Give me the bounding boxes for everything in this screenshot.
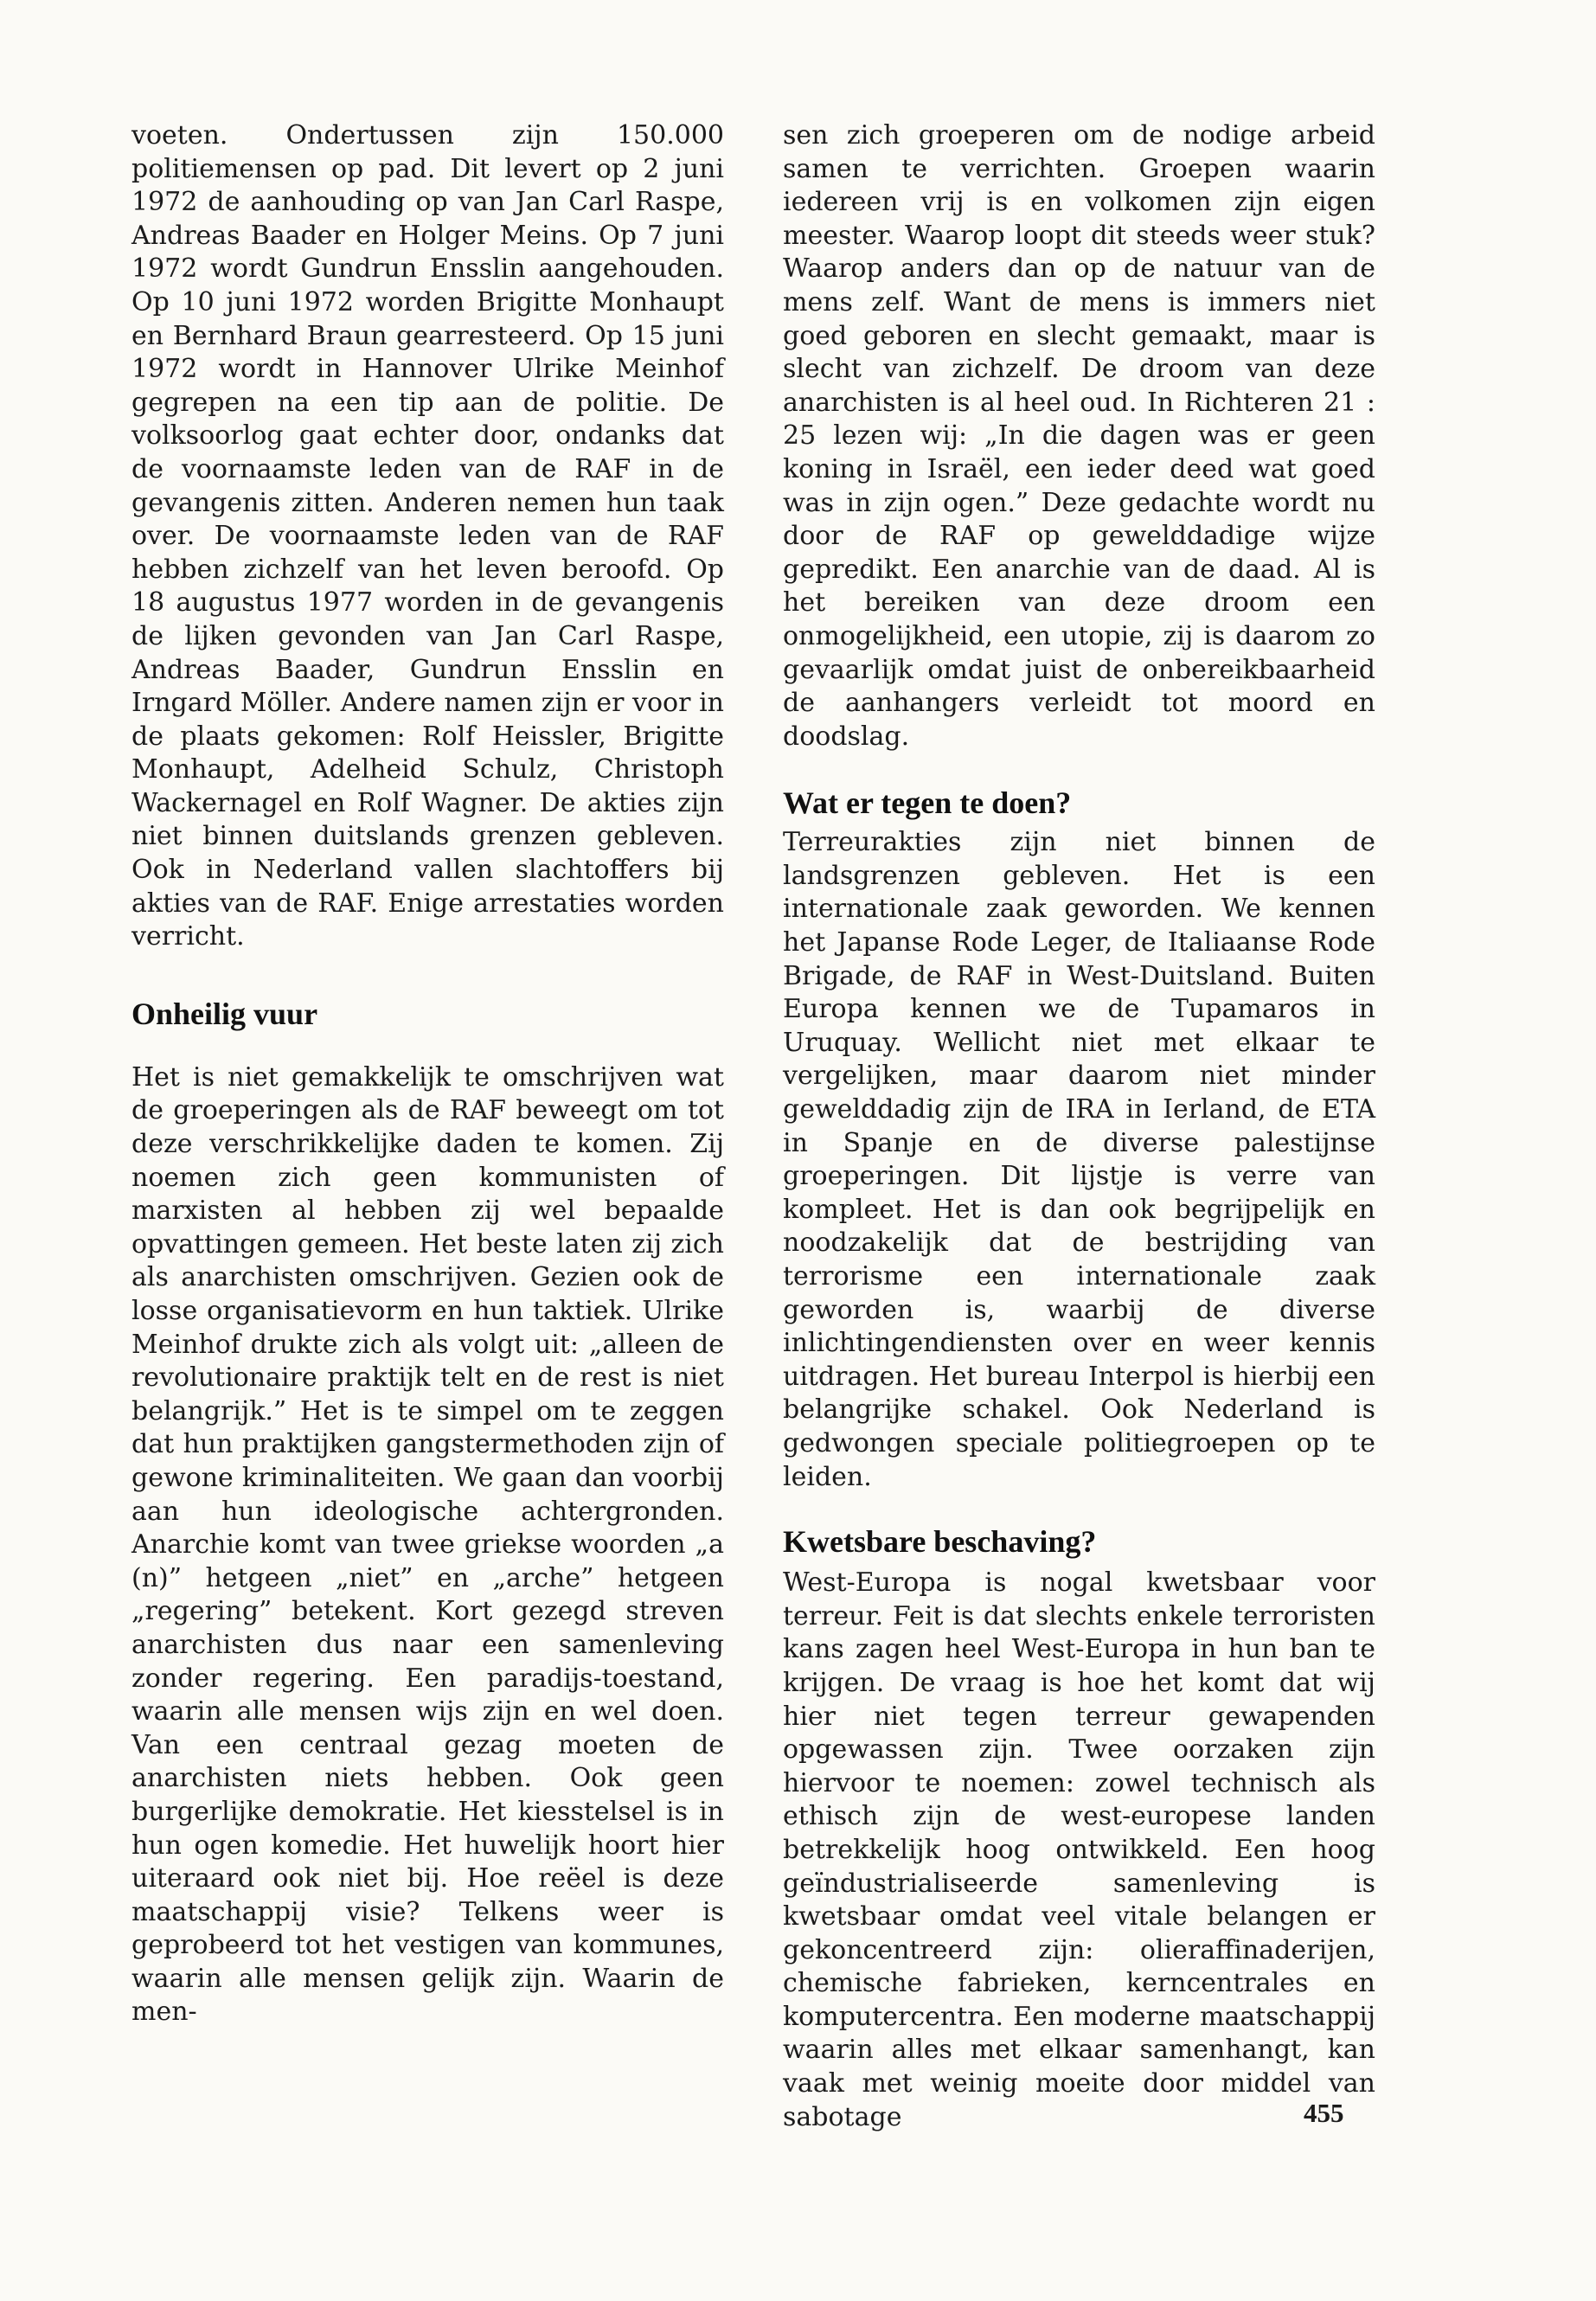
paragraph: Het is niet gemakkelijk te omschrijven wat de groeperingen als de RAF beweegt om tot deze verschrikkelijke daden te komen. Zij noemen zich geen kommunisten of marxisten al hebben zij wel bepaalde opvattingen gemeen. Het beste laten zij zich als anarchisten omschrijven. Gezien ook de losse organisatievorm en hun taktiek. Ulrike Meinhof drukte zich als volgt uit: „alleen de revolutionaire praktijk telt en de rest is niet belangrijk.” Het is te simpel om te zeggen dat hun praktijken gangstermethoden zijn of gewone kriminaliteiten. We gaan dan voorbij aan hun ideologische achtergronden. Anarchie komt van twee griekse woorden „a (n)” hetgeen „niet” en „arche” hetgeen „regering” betekent. Kort gezegd streven anarchisten dus naar een samenleving zonder regering. Een paradijs-toestand, waarin alle mensen wijs zijn en wel doen. Van een centraal gezag moeten de anarchisten niets hebben. Ook geen burgerlijke demokratie. Het kiesstelsel is in hun ogen komedie. Het huwelijk hoort hier uiteraard ook niet bij. Hoe reëel is deze maatschappij visie? Telkens weer is geprobeerd tot het vestigen van kommunes, waarin alle mensen gelijk zijn. Waarin de men-: [131, 1061, 724, 2028]
paragraph: Terreurakties zijn niet binnen de landsgrenzen gebleven. Het is een internationale zaak geworden. We kennen het Japanse Rode Leger, de Italiaanse Rode Brigade, de RAF in West-Duitsland. Buiten Europa kennen we de Tupamaros in Uruquay. Wellicht niet met elkaar te vergelijken, maar daarom niet minder gewelddadig zijn de IRA in Ierland, de ETA in Spanje en de diverse palestijnse groeperingen. Dit lijstje is verre van kompleet. Het is dan ook begrijpelijk en noodzakelijk dat de bestrijding van terrorisme een internationale zaak geworden is, waarbij de diverse inlichtingendiensten over en weer kennis uitdragen. Het bureau Interpol is hierbij een belangrijke schakel. Ook Nederland is gedwongen speciale politiegroepen op te leiden.: [783, 827, 1375, 1492]
left-column: [131, 119, 724, 2029]
paragraph: West-Europa is nogal kwetsbaar voor terreur. Feit is dat slechts enkele terroristen kans zagen heel West-Europa in hun ban te krijgen. De vraag is hoe het komt dat wij hier niet tegen terreur gewapenden opgewassen zijn. Twee oorzaken zijn hiervoor te noemen: zowel technisch als ethisch zijn de west-europese landen betrekkelijk hoog ontwikkeld. Een hoog geïndustrialiseerde samenleving is kwetsbaar omdat veel vitale belangen er gekoncentreerd zijn: olieraffinaderijen, chemische fabrieken, kerncentrales en komputercentra. Een moderne maatschappij waarin alles met elkaar samenhangt, kan vaak met weinig moeite door middel van sabotage: [783, 1567, 1375, 2132]
section-heading: Onheilig vuur: [131, 996, 318, 1031]
right-column: [783, 119, 1375, 2134]
section-heading: Wat er tegen te doen?: [783, 785, 1072, 821]
page-number: 455: [1304, 2098, 1344, 2128]
paragraph: sen zich groeperen om de nodige arbeid samen te verrichten. Groepen waarin iedereen vrij is en volkomen zijn eigen meester. Waarop loopt dit steeds weer stuk? Waarop anders dan op de natuur van de mens zelf. Want de mens is immers niet goed geboren en slecht gemaakt, maar is slecht van zichzelf. De droom van deze anarchisten is al heel oud. In Richteren 21 : 25 lezen wij: „In die dagen was er geen koning in Israël, een ieder deed wat goed was in zijn ogen.” Deze gedachte wordt nu door de RAF op gewelddadige wijze gepredikt. Een anarchie van de daad. Al is het bereiken van deze droom een onmogelijkheid, een utopie, zij is daarom zo gevaarlijk omdat juist de onbereikbaarheid de aanhangers verleidt tot moord en doodslag.: [783, 120, 1375, 752]
section-heading: Kwetsbare beschaving?: [783, 1524, 1097, 1560]
paragraph: voeten. Ondertussen zijn 150.000 politiemensen op pad. Dit levert op 2 juni 1972 de aanhouding op van Jan Carl Raspe, Andreas Baader en Holger Meins. Op 7 juni 1972 wordt Gundrun Ensslin aangehouden. Op 10 juni 1972 worden Brigitte Monhaupt en Bernhard Braun gearresteerd. Op 15 juni 1972 wordt in Hannover Ulrike Meinhof gegrepen na een tip aan de politie. De volksoorlog gaat echter door, ondanks dat de voornaamste leden van de RAF in de gevangenis zitten. Anderen nemen hun taak over. De voornaamste leden van de RAF hebben zichzelf van het leven beroofd. Op 18 augustus 1977 worden in de gevangenis de lijken gevonden van Jan Carl Raspe, Andreas Baader, Gundrun Ensslin en Irngard Möller. Andere namen zijn er voor in de plaats gekomen: Rolf Heissler, Brigitte Monhaupt, Adelheid Schulz, Christoph Wackernagel en Rolf Wagner. De akties zijn niet binnen duitslands grenzen gebleven. Ook in Nederland vallen slachtoffers bij akties van de RAF. Enige arrestaties worden verricht.: [131, 120, 724, 952]
